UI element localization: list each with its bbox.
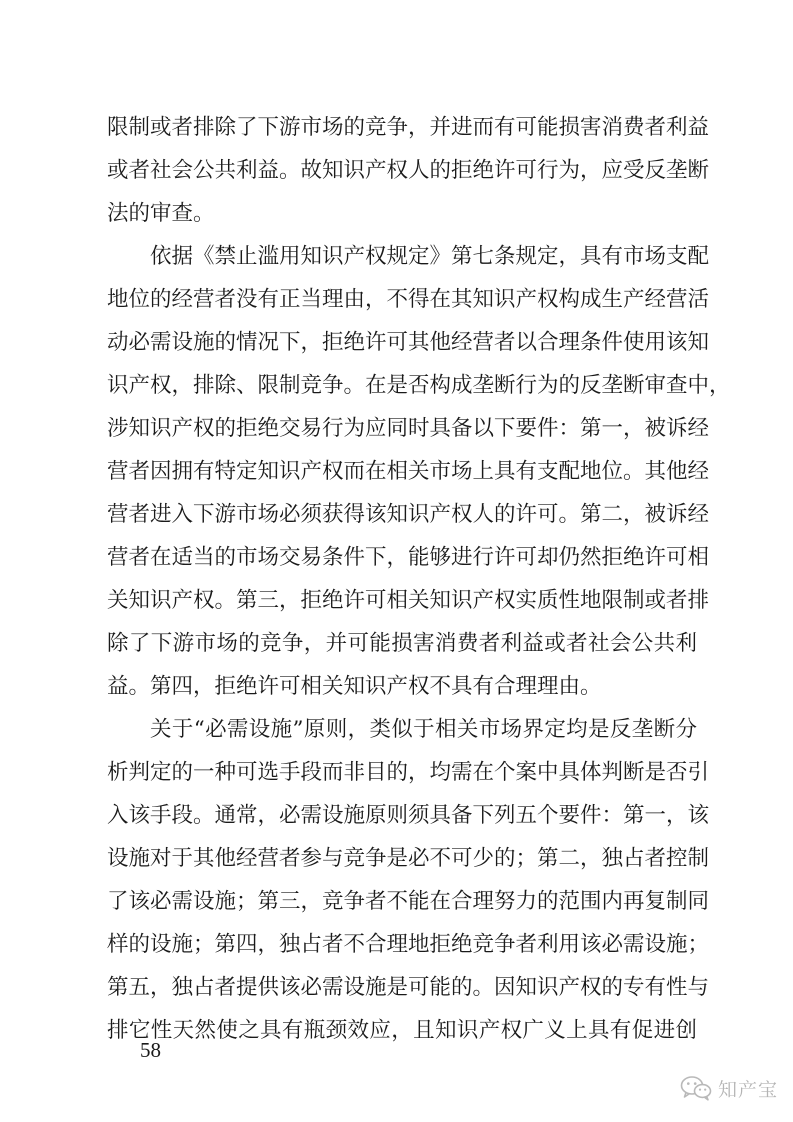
watermark — [680, 1073, 778, 1103]
paragraph-line: 地位的经营者没有正当理由，不得在其知识产权构成生产经营活 — [107, 287, 710, 312]
paragraph-line: 识产权，排除、限制竞争。在是否构成垄断行为的反垄断审查中， — [107, 373, 731, 398]
paragraph-first-line: 依据《禁止滥用知识产权规定》第七条规定，具有市场支配 — [150, 244, 710, 269]
paragraph-line: 了该必需设施；第三，竞争者不能在合理努力的范围内再复制同 — [107, 889, 710, 914]
paragraph-line: 涉知识产权的拒绝交易行为应同时具备以下要件：第一，被诉经 — [107, 416, 710, 441]
paragraph-line: 动必需设施的情况下，拒绝许可其他经营者以合理条件使用该知 — [107, 330, 710, 355]
paragraph-line: 入该手段。通常，必需设施原则须具备下列五个要件：第一，该 — [107, 803, 710, 828]
watermark-label: 知产宝 — [718, 1078, 779, 1101]
paragraph-line: 法的审查。 — [107, 201, 215, 226]
paragraph-line: 营者进入下游市场必须获得该知识产权人的许可。第二，被诉经 — [107, 502, 710, 527]
paragraph-first-line: 关于“必需设施”原则，类似于相关市场界定均是反垄断分 — [150, 717, 697, 742]
paragraph-line: 营者因拥有特定知识产权而在相关市场上具有支配地位。其他经 — [107, 459, 710, 484]
paragraph-line: 析判定的一种可选手段而非目的，均需在个案中具体判断是否引 — [107, 760, 710, 785]
paragraph-line: 排它性天然使之具有瓶颈效应，且知识产权广义上具有促进创 — [107, 1018, 697, 1043]
paragraph-line: 关知识产权。第三，拒绝许可相关知识产权实质性地限制或者排 — [107, 588, 710, 613]
paragraph-line: 益。第四，拒绝许可相关知识产权不具有合理理由。 — [107, 674, 602, 699]
paragraph-line: 设施对于其他经营者参与竞争是必不可少的；第二，独占者控制 — [107, 846, 710, 871]
paragraph-line: 或者社会公共利益。故知识产权人的拒绝许可行为，应受反垄断 — [107, 158, 710, 183]
wechat-icon — [680, 1075, 712, 1101]
paragraph-line: 除了下游市场的竞争，并可能损害消费者利益或者社会公共利 — [107, 631, 697, 656]
page-number: 58 — [140, 1038, 161, 1062]
paragraph-line: 样的设施；第四，独占者不合理地拒绝竞争者利用该必需设施； — [107, 932, 710, 957]
paragraph-line: 营者在适当的市场交易条件下，能够进行许可却仍然拒绝许可相 — [107, 545, 710, 570]
paragraph-line: 第五，独占者提供该必需设施是可能的。因知识产权的专有性与 — [107, 975, 710, 1000]
paragraph-line: 限制或者排除了下游市场的竞争，并进而有可能损害消费者利益 — [107, 115, 710, 140]
